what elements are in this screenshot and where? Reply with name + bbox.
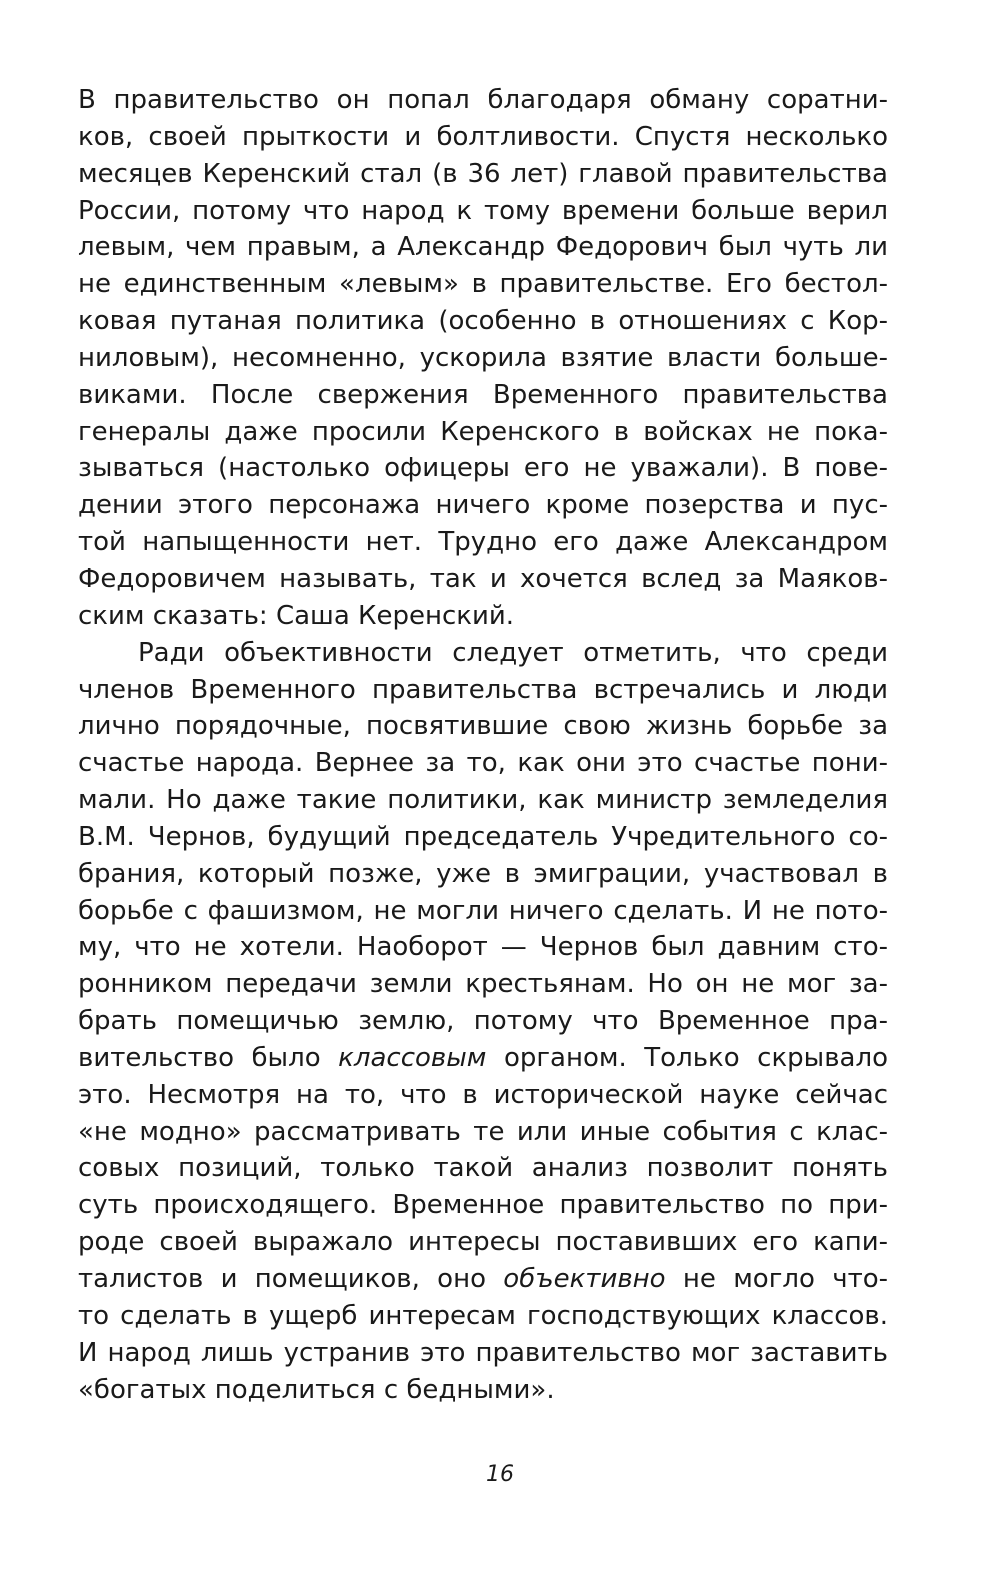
text-line: генералы даже просили Керенского в войсках не пока- [78,416,888,447]
text-line: В.М. Чернов, будущий председатель Учредительного со- [78,821,888,852]
text-line: месяцев Керенский стал (в 36 лет) главой правительства [78,158,888,189]
text-line: суть происходящего. Временное правительство по при- [78,1190,888,1221]
paragraph-1 [78,82,888,635]
text-line: той напыщенности нет. Трудно его даже Александром [78,527,888,558]
text-segment: талистов и помещиков, оно [78,1264,504,1294]
text-line: членов Временного правительства встречались и люди [78,674,888,705]
text-line: «богатых поделиться с бедными». [78,1374,555,1405]
text-line-with-italic [78,1040,888,1077]
text-segment: органом. Только скрывало [486,1042,888,1073]
text-line: совых позиций, только такой анализ позволит понять [78,1153,888,1184]
text-line: И народ лишь устранив это правительство мог заставить [78,1337,888,1368]
text-line-with-italic [78,1261,888,1298]
text-line: Федоровичем называть, так и хочется вслед за Маяков- [78,563,888,594]
italic-word: классовым [338,1042,487,1073]
text-line: ским сказать: Саша Керенский. [78,600,515,631]
text-line: это. Несмотря на то, что в исторической науке сейчас [78,1079,888,1110]
text-line: виками. После свержения Временного правительства [78,379,888,410]
text-line: счастье народа. Вернее за то, как они это счастье пони- [78,748,888,779]
text-line: ниловым), несомненно, ускорила взятие власти больше- [78,342,888,373]
text-line: роде своей выражало интересы поставивших его капи- [78,1227,888,1258]
text-line: ковая путаная политика (особенно в отношениях с Кор- [78,306,888,337]
text-line: не единственным «левым» в правительстве. Его бестол- [78,269,888,300]
text-line: брать помещичью землю, потому что Временное пра- [78,1006,888,1037]
text-line: России, потому что народ к тому времени больше верил [78,195,888,226]
text-line: В правительство он попал благодаря обману соратни- [78,85,888,115]
text-line: му, что не хотели. Наоборот — Чернов был давним сто- [78,932,888,963]
text-segment: не могло что- [665,1264,888,1294]
text-line: ков, своей прыткости и болтливости. Спустя несколько [78,121,888,152]
text-segment: вительство было [78,1042,339,1073]
text-line: левым, чем правым, а Александр Федорович был чуть ли [78,232,888,263]
page-text [78,82,888,1408]
text-line: Ради объективности следует отметить, что среди [138,637,888,668]
text-line: дении этого персонажа ничего кроме позерства и пус- [78,490,888,521]
text-line: брания, который позже, уже в эмиграции, участвовал в [78,858,888,889]
text-line: «не модно» рассматривать те или иные события с клас- [78,1116,888,1147]
text-line: мали. Но даже такие политики, как министр земледелия [78,785,888,816]
text-line: то сделать в ущерб интересам господствующих классов. [78,1300,888,1331]
text-line: лично порядочные, посвятившие свою жизнь борьбе за [78,711,888,742]
text-line: ронником передачи земли крестьянам. Но он не мог за- [78,969,888,1000]
page-number: 16 [486,1462,514,1487]
text-line: борьбе с фашизмом, не могли ничего сделать. И не пото- [78,895,888,926]
italic-word: объективно [503,1264,666,1294]
paragraph-2 [78,635,888,1409]
text-line: зываться (настолько офицеры его не уважали). В пове- [78,453,888,484]
